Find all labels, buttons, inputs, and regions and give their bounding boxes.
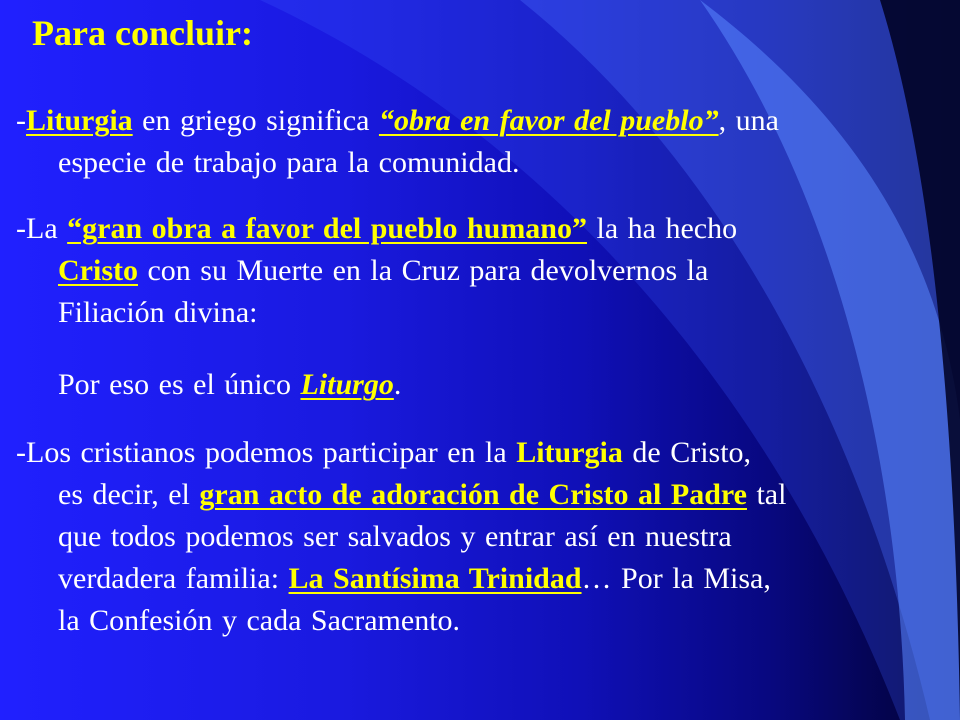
text-segment: verdadera familia: (58, 562, 289, 595)
paragraph-cristianos-participar (18, 432, 948, 642)
liturgo-term: Liturgo (300, 368, 394, 401)
text-segment: … Por la Misa, (581, 562, 771, 595)
paragraph-gran-obra (18, 208, 948, 334)
liturgia-term: Liturgia (26, 104, 133, 137)
dash: - (16, 104, 26, 137)
paragraph-line: que todos podemos ser salvados y entrar así en nuestra (58, 520, 732, 553)
paragraph-line (18, 432, 948, 474)
text-segment: . (393, 368, 402, 401)
text-segment: -Los cristianos podemos participar en la (16, 436, 517, 469)
slide-title: Para concluir: (32, 13, 253, 53)
paragraph-line (18, 474, 948, 516)
text-segment: Por eso es el único (58, 368, 301, 401)
paragraph-unico-liturgo (18, 364, 948, 406)
text-segment: en griego significa (132, 104, 379, 137)
text-segment: tal (746, 478, 787, 511)
text-segment: es decir, el (58, 478, 200, 511)
paragraph-line (18, 208, 948, 250)
paragraph-line: especie de trabajo para la comunidad. (58, 146, 520, 179)
paragraph-line: la Confesión y cada Sacramento. (58, 604, 461, 637)
santisima-trinidad-term: La Santísima Trinidad (288, 562, 582, 595)
paragraph-line (18, 364, 948, 406)
paragraph-line: Filiación divina: (58, 296, 258, 329)
cristo-term: Cristo (58, 254, 138, 287)
paragraph-line (18, 100, 948, 142)
paragraph-line (18, 558, 948, 600)
paragraph-liturgia-definition (18, 100, 948, 184)
gran-acto-adoracion: gran acto de adoración de Cristo al Padre (199, 478, 747, 511)
quote-gran-obra: “gran obra a favor del pueblo humano” (67, 212, 587, 245)
quote-obra-en-favor: “obra en favor del pueblo” (378, 104, 719, 137)
text-segment: -La (16, 212, 68, 245)
text-segment: con su Muerte en la Cruz para devolvernos la (137, 254, 709, 287)
paragraph-line (18, 250, 948, 292)
text-segment: la ha hecho (587, 212, 738, 245)
text-segment: de Cristo, (622, 436, 752, 469)
text-segment: , una (718, 104, 779, 137)
liturgia-term: Liturgia (516, 436, 623, 469)
